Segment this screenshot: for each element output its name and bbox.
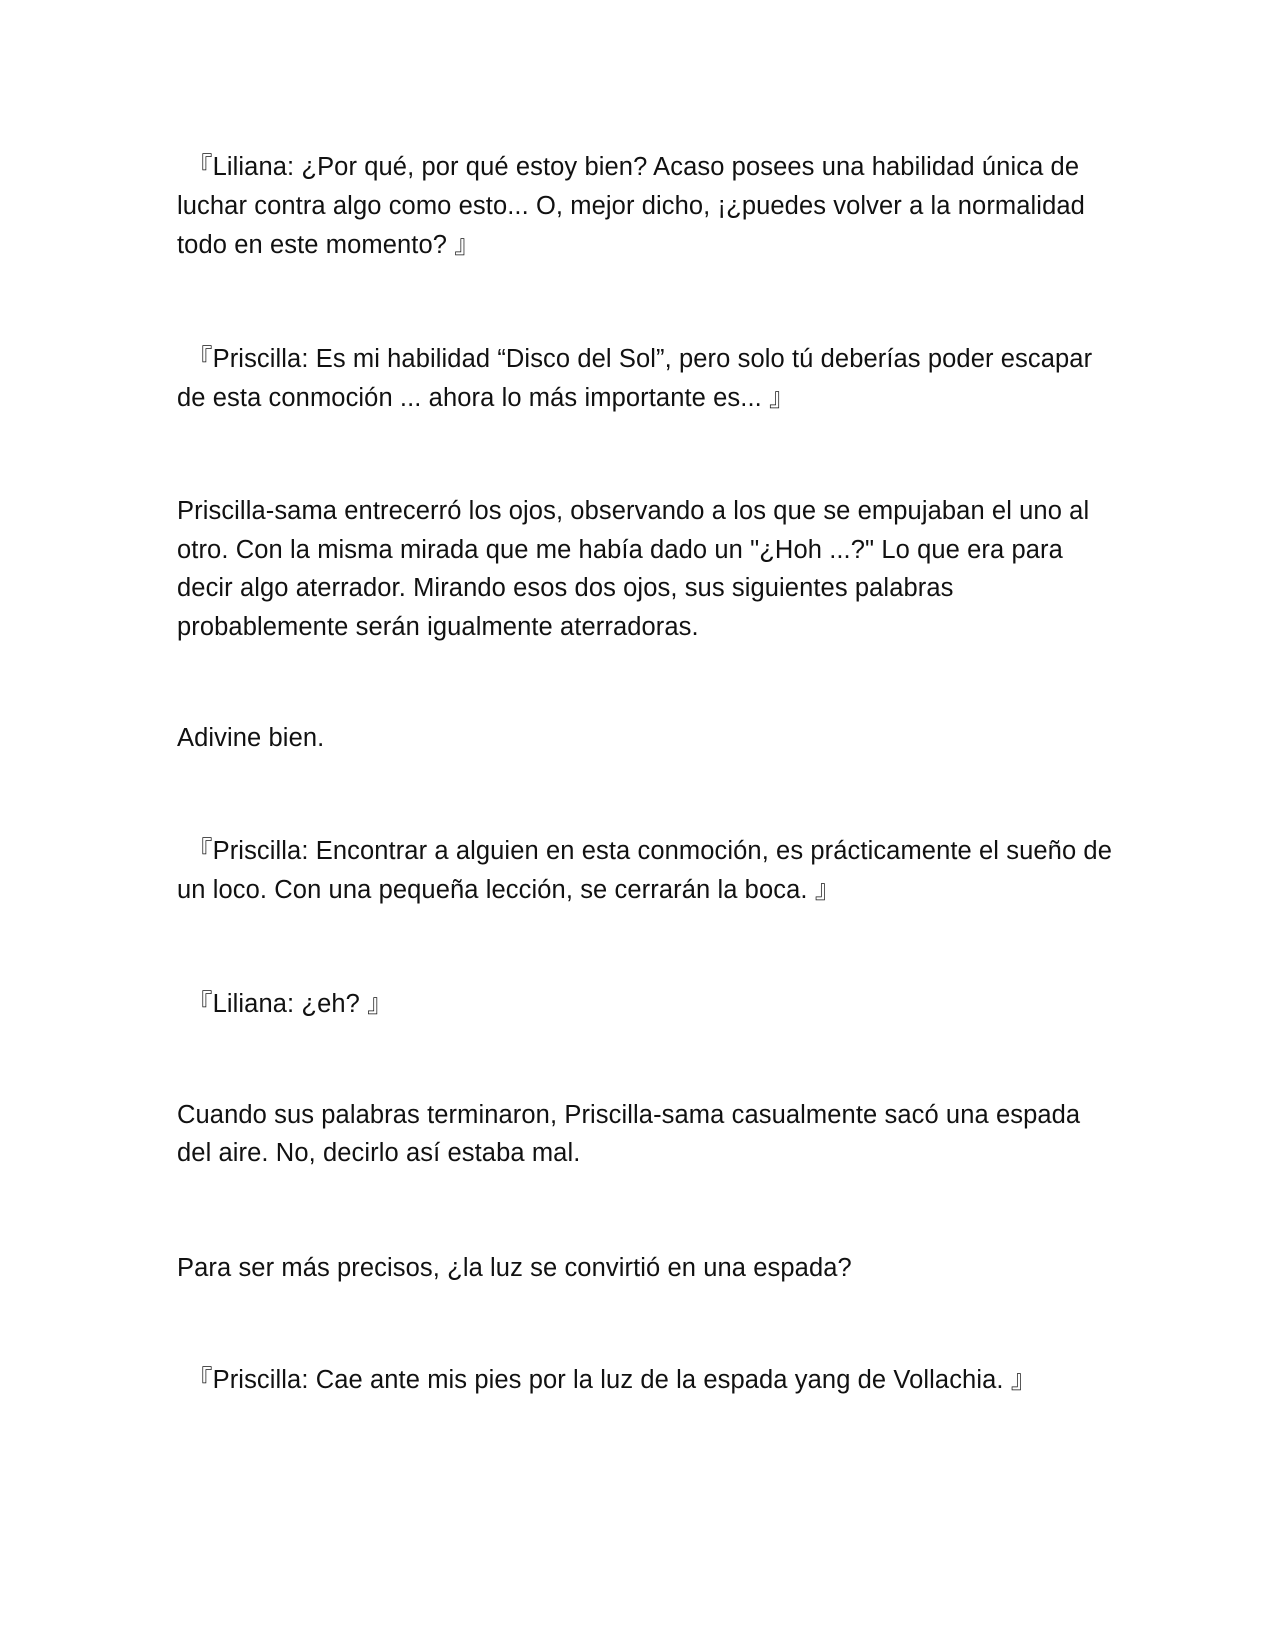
dialogue-liliana-eh: 『Liliana: ¿eh? 』 <box>187 990 393 1018</box>
narration-paragraph: Para ser más precisos, ¿la luz se convirtió en una espada? <box>177 1254 852 1282</box>
narration-paragraph: Priscilla-sama entrecerró los ojos, observando a los que se empujaban el uno al otro. Con la misma mirada que me había dado un "¿Hoh ...?" Lo que era para decir algo aterrador. Mirando esos dos ojos, sus siguientes palabras probablemente serán igualmente aterradoras. <box>177 497 1090 641</box>
dialogue-priscilla-sword: 『Priscilla: Cae ante mis pies por la luz de la espada yang de Vollachia. 』 <box>187 1366 1037 1394</box>
dialogue-priscilla-disco-del-sol: 『Priscilla: Es mi habilidad “Disco del Sol”, pero solo tú deberías poder escapar de esta conmoción ... ahora lo más importante es... 』 <box>177 345 1093 412</box>
dialogue-liliana-question: 『Liliana: ¿Por qué, por qué estoy bien? Acaso posees una habilidad única de luchar contra algo como esto... O, mejor dicho, ¡¿puedes volver a la normalidad todo en este momento? 』 <box>177 153 1085 259</box>
narration-paragraph: Cuando sus palabras terminaron, Priscilla-sama casualmente sacó una espada del aire. No, decirlo así estaba mal. <box>177 1101 1081 1167</box>
narration-paragraph: Adivine bien. <box>177 724 325 752</box>
dialogue-priscilla-lesson: 『Priscilla: Encontrar a alguien en esta conmoción, es prácticamente el sueño de un loco. Con una pequeña lección, se cerrarán la boca. 』 <box>177 837 1112 904</box>
